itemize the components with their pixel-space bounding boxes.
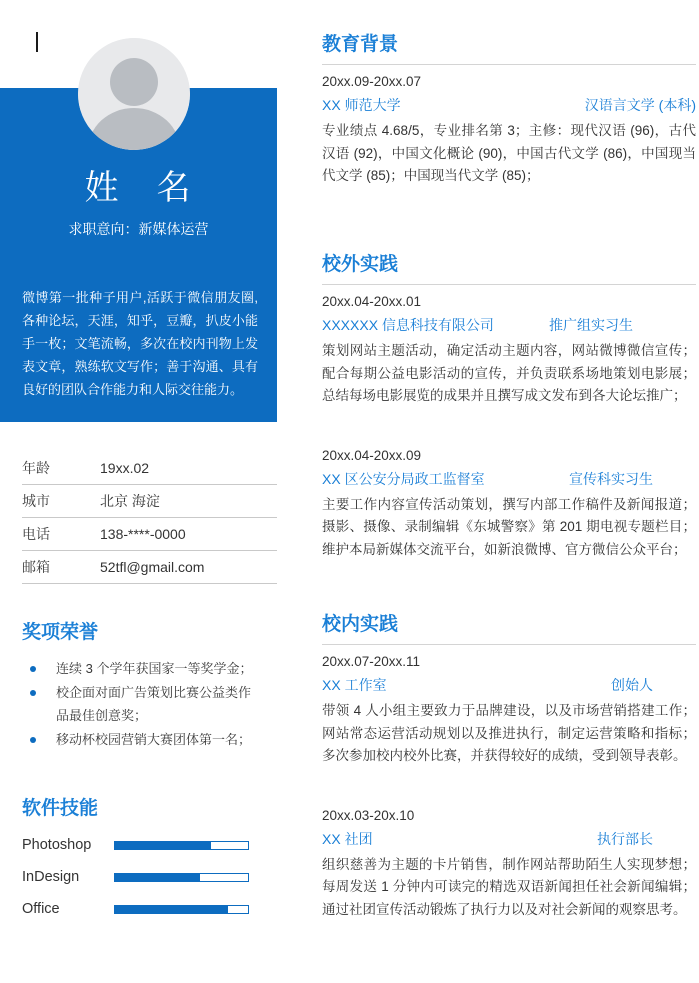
- entry-role: 创始人: [611, 677, 653, 693]
- skill-progress-fill: [115, 874, 200, 881]
- info-value: 138-****-0000: [100, 526, 186, 542]
- info-label: 城市: [22, 493, 50, 509]
- bullet-dot-icon: [30, 666, 36, 672]
- entry-description: 组织慈善为主题的卡片销售，制作网站帮助陌生人实现梦想；每周发送 1 分钟内可读完的精选双语新闻担任社会新闻编辑；通过社团宣传活动锻炼了执行力以及对社会新闻的观察思考。: [322, 856, 696, 917]
- info-label: 邮箱: [22, 559, 50, 575]
- entry-description: 专业绩点 4.68/5，专业排名第 3；主修：现代汉语 (96)，古代汉语 (92)，中国文化概论 (90)，中国古代文学 (86)，中国现当代文学 (85)；中国现当代文学 (85)；: [322, 123, 696, 183]
- section-title: 校外实践: [322, 254, 399, 275]
- entry-org-row: [322, 675, 696, 695]
- section-divider: [322, 64, 696, 65]
- entry-org-row: [322, 95, 696, 115]
- section-title: 校内实践: [322, 614, 399, 635]
- skill-progress-fill: [115, 842, 211, 849]
- skill-row-office: [22, 898, 254, 920]
- award-text: 移动杯校园营销大赛团体第一名；: [56, 732, 252, 747]
- entry-date: 20xx.09-20xx.07: [322, 74, 422, 89]
- entry-organization: XX 社团: [322, 830, 373, 847]
- entry-org-row: [322, 829, 696, 849]
- skill-row-photoshop: [22, 834, 254, 856]
- entry-role: 汉语言文学 (本科): [584, 97, 696, 113]
- entry-organization: XX 师范大学: [322, 97, 401, 113]
- skill-progress-bar: [114, 873, 249, 882]
- info-label: 年龄: [22, 460, 50, 476]
- skill-name: Office: [22, 901, 60, 917]
- section-offcampus-practice: [322, 253, 696, 561]
- info-row-phone: [22, 518, 277, 551]
- skill-progress-fill: [115, 906, 228, 913]
- personal-info-table: [22, 452, 277, 584]
- entry-description: 主要工作内容宣传活动策划，撰写内部工作稿件及新闻报道；摄影、摄像、录制编辑《东城警察》第 201 期电视专题栏目；维护本局新媒体交流平台，如新浪微博、官方微信公众平台；: [322, 496, 696, 557]
- awards-section-title: 奖项荣誉: [22, 622, 99, 643]
- entry-role: 推广组实习生: [549, 317, 633, 333]
- skills-list: [22, 834, 254, 930]
- entry-role: 执行部长: [597, 830, 653, 847]
- bullet-dot-icon: [30, 690, 36, 696]
- entry-description: 带领 4 人小组主要致力于品牌建设，以及市场营销搭建工作；网站常态运营活动规划以及推进执行，制定运营策略和指标；多次参加校内校外比赛，并获得较好的成绩，受到领导表彰。: [322, 703, 696, 763]
- entry-date: 20xx.07-20xx.11: [322, 654, 421, 669]
- bullet-dot-icon: [30, 737, 36, 743]
- list-item: [22, 657, 256, 680]
- education-entry: [322, 74, 696, 188]
- award-text: 连续 3 个学年获国家一等奖学金；: [56, 661, 253, 676]
- experience-entry: [322, 448, 696, 562]
- entry-organization: XXXXXX 信息科技有限公司: [322, 317, 494, 333]
- info-row-email: [22, 551, 277, 584]
- info-value: 52tfl@gmail.com: [100, 559, 205, 575]
- entry-date: 20xx.04-20xx.01: [322, 294, 422, 309]
- job-objective: 求职意向：新媒体运营: [68, 221, 209, 237]
- text-cursor[interactable]: [36, 32, 38, 52]
- list-item: [22, 728, 256, 751]
- entry-org-row: [322, 469, 696, 489]
- section-title: 教育背景: [322, 34, 399, 55]
- info-value: 北京 海淀: [100, 493, 160, 509]
- skill-progress-bar: [114, 905, 249, 914]
- experience-entry: [322, 808, 696, 922]
- entry-org-row: [322, 315, 696, 335]
- skill-row-indesign: [22, 866, 254, 888]
- list-item: [22, 681, 256, 727]
- info-row-age: [22, 452, 277, 485]
- section-divider: [322, 644, 696, 645]
- entry-date: 20xx.03-20x.10: [322, 807, 415, 823]
- info-label: 电话: [22, 526, 50, 542]
- section-oncampus-practice: [322, 613, 696, 921]
- entry-role: 宣传科实习生: [569, 470, 653, 487]
- entry-date: 20xx.04-20xx.09: [322, 447, 422, 463]
- experience-entry: [322, 294, 696, 408]
- skill-progress-bar: [114, 841, 249, 850]
- entry-organization: XX 区公安分局政工监督室: [322, 470, 485, 487]
- skill-name: Photoshop: [22, 837, 92, 853]
- skills-section-title: 软件技能: [22, 798, 99, 819]
- self-summary: 微博第一批种子用户,活跃于微信朋友圈,各种论坛，天涯，知乎，豆瓣，扒皮小能手一枚；文笔流畅，多次在校内刊物上发表文章，熟练软文写作；善于沟通、具有良好的团队合作能力和人际交往能力。: [22, 290, 258, 397]
- info-value: 19xx.02: [100, 460, 150, 476]
- person-icon: [78, 38, 190, 150]
- section-divider: [322, 284, 696, 285]
- entry-organization: XX 工作室: [322, 677, 387, 693]
- skill-name: InDesign: [22, 869, 80, 885]
- awards-list: [22, 657, 256, 752]
- entry-description: 策划网站主题活动，确定活动主题内容，网站微博微信宣传；配合每期公益电影活动的宣传，并负责联系场地策划电影展；总结每场电影展览的成果并且撰写成文发布到各大论坛推广；: [322, 343, 696, 403]
- section-education: [322, 33, 696, 188]
- award-text: 校企面对面广告策划比赛公益类作品最佳创意奖；: [56, 685, 252, 723]
- candidate-name: 姓 名: [84, 169, 193, 207]
- avatar: [78, 38, 190, 150]
- info-row-city: [22, 485, 277, 518]
- experience-entry: [322, 654, 696, 768]
